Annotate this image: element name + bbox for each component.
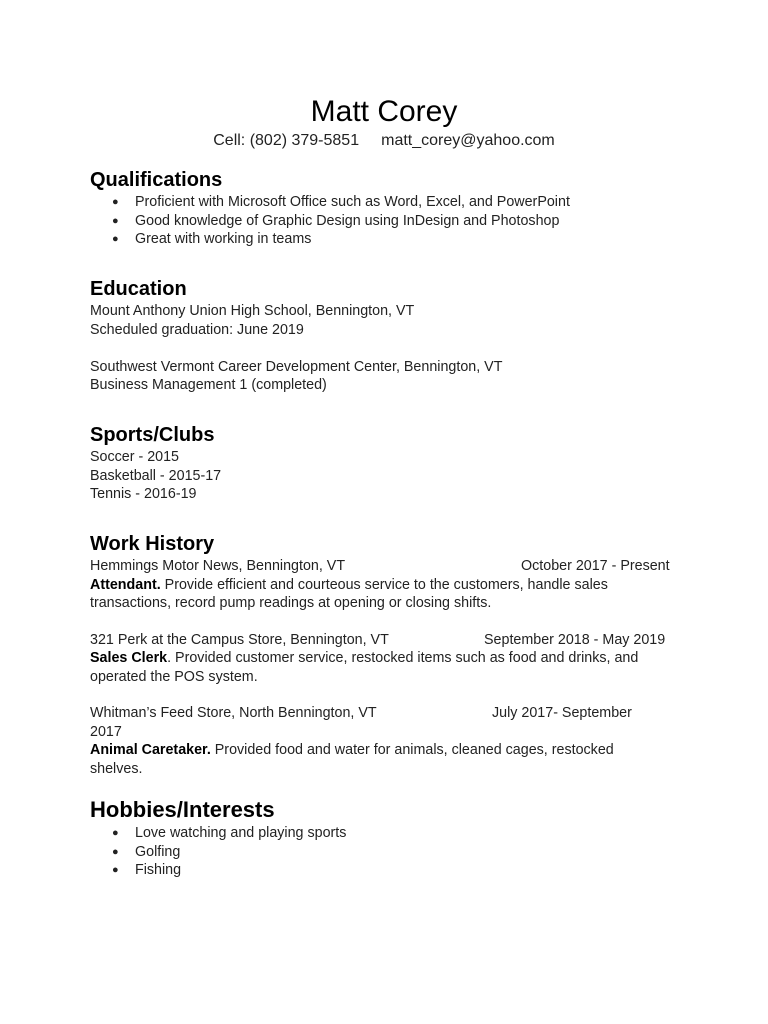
- list-item: ● Love watching and playing sports: [112, 825, 347, 841]
- job-role: Animal Caretaker.: [90, 742, 211, 758]
- email-address: matt_corey@yahoo.com: [381, 132, 555, 149]
- bullet-icon: ●: [112, 864, 119, 876]
- list-item: ● Fishing: [112, 862, 182, 878]
- job-description: Attendant. Provide efficient and courteous service to the customers, handle sales transactions, record pump readings at opening or closing shifts.: [90, 576, 608, 611]
- job-dates: July 2017- September: [492, 705, 632, 721]
- cell-phone: Cell: (802) 379-5851: [213, 132, 360, 149]
- education-detail: Business Management 1 (completed): [90, 377, 327, 393]
- list-item: ● Golfing: [112, 843, 181, 860]
- bullet-icon: ●: [112, 827, 119, 839]
- bullet-icon: ●: [112, 214, 119, 227]
- list-item: ● Great with working in teams: [112, 231, 312, 247]
- contact-line: [0, 131, 768, 151]
- job-employer: Hemmings Motor News, Bennington, VT: [90, 558, 346, 574]
- job-dates: October 2017 - Present: [521, 558, 670, 574]
- hobbies-heading: Hobbies/Interests: [90, 797, 275, 822]
- work-history-heading: Work History: [90, 533, 215, 555]
- job-role: Attendant.: [90, 576, 161, 593]
- education-detail: Scheduled graduation: June 2019: [90, 321, 304, 338]
- list-item: ● Good knowledge of Graphic Design using InDesign and Photoshop: [112, 212, 560, 229]
- hobbies-list: [90, 824, 346, 880]
- job-dates-continued: 2017: [90, 723, 122, 740]
- job-role: Sales Clerk: [90, 650, 168, 666]
- job-dates: September 2018 - May 2019: [484, 631, 666, 648]
- job-employer: Whitman’s Feed Store, North Bennington, VT: [90, 705, 377, 721]
- education-heading: Education: [90, 278, 187, 300]
- job-description: Sales Clerk. Provided customer service, restocked items such as food and drinks, and operated the POS system.: [90, 650, 639, 685]
- education-school: Southwest Vermont Career Development Center, Bennington, VT: [90, 358, 503, 375]
- education-school: Mount Anthony Union High School, Bennington, VT: [90, 303, 415, 319]
- job-employer: 321 Perk at the Campus Store, Bennington, VT: [90, 631, 389, 648]
- sports-item: Soccer - 2015: [90, 449, 180, 465]
- bullet-icon: ●: [112, 845, 119, 858]
- list-item: ● Proficient with Microsoft Office such as Word, Excel, and PowerPoint: [112, 194, 570, 210]
- bullet-icon: ●: [112, 233, 119, 245]
- resume-name: Matt Corey: [310, 95, 458, 128]
- sports-item: Basketball - 2015-17: [90, 467, 222, 484]
- sports-item: Tennis - 2016-19: [90, 486, 197, 502]
- qualifications-heading: Qualifications: [90, 169, 223, 191]
- sports-heading: Sports/Clubs: [90, 424, 215, 446]
- qualifications-list: [90, 193, 570, 249]
- bullet-icon: ●: [112, 196, 119, 208]
- job-description: Animal Caretaker. Provided food and water for animals, cleaned cages, restocked shelves.: [90, 742, 614, 777]
